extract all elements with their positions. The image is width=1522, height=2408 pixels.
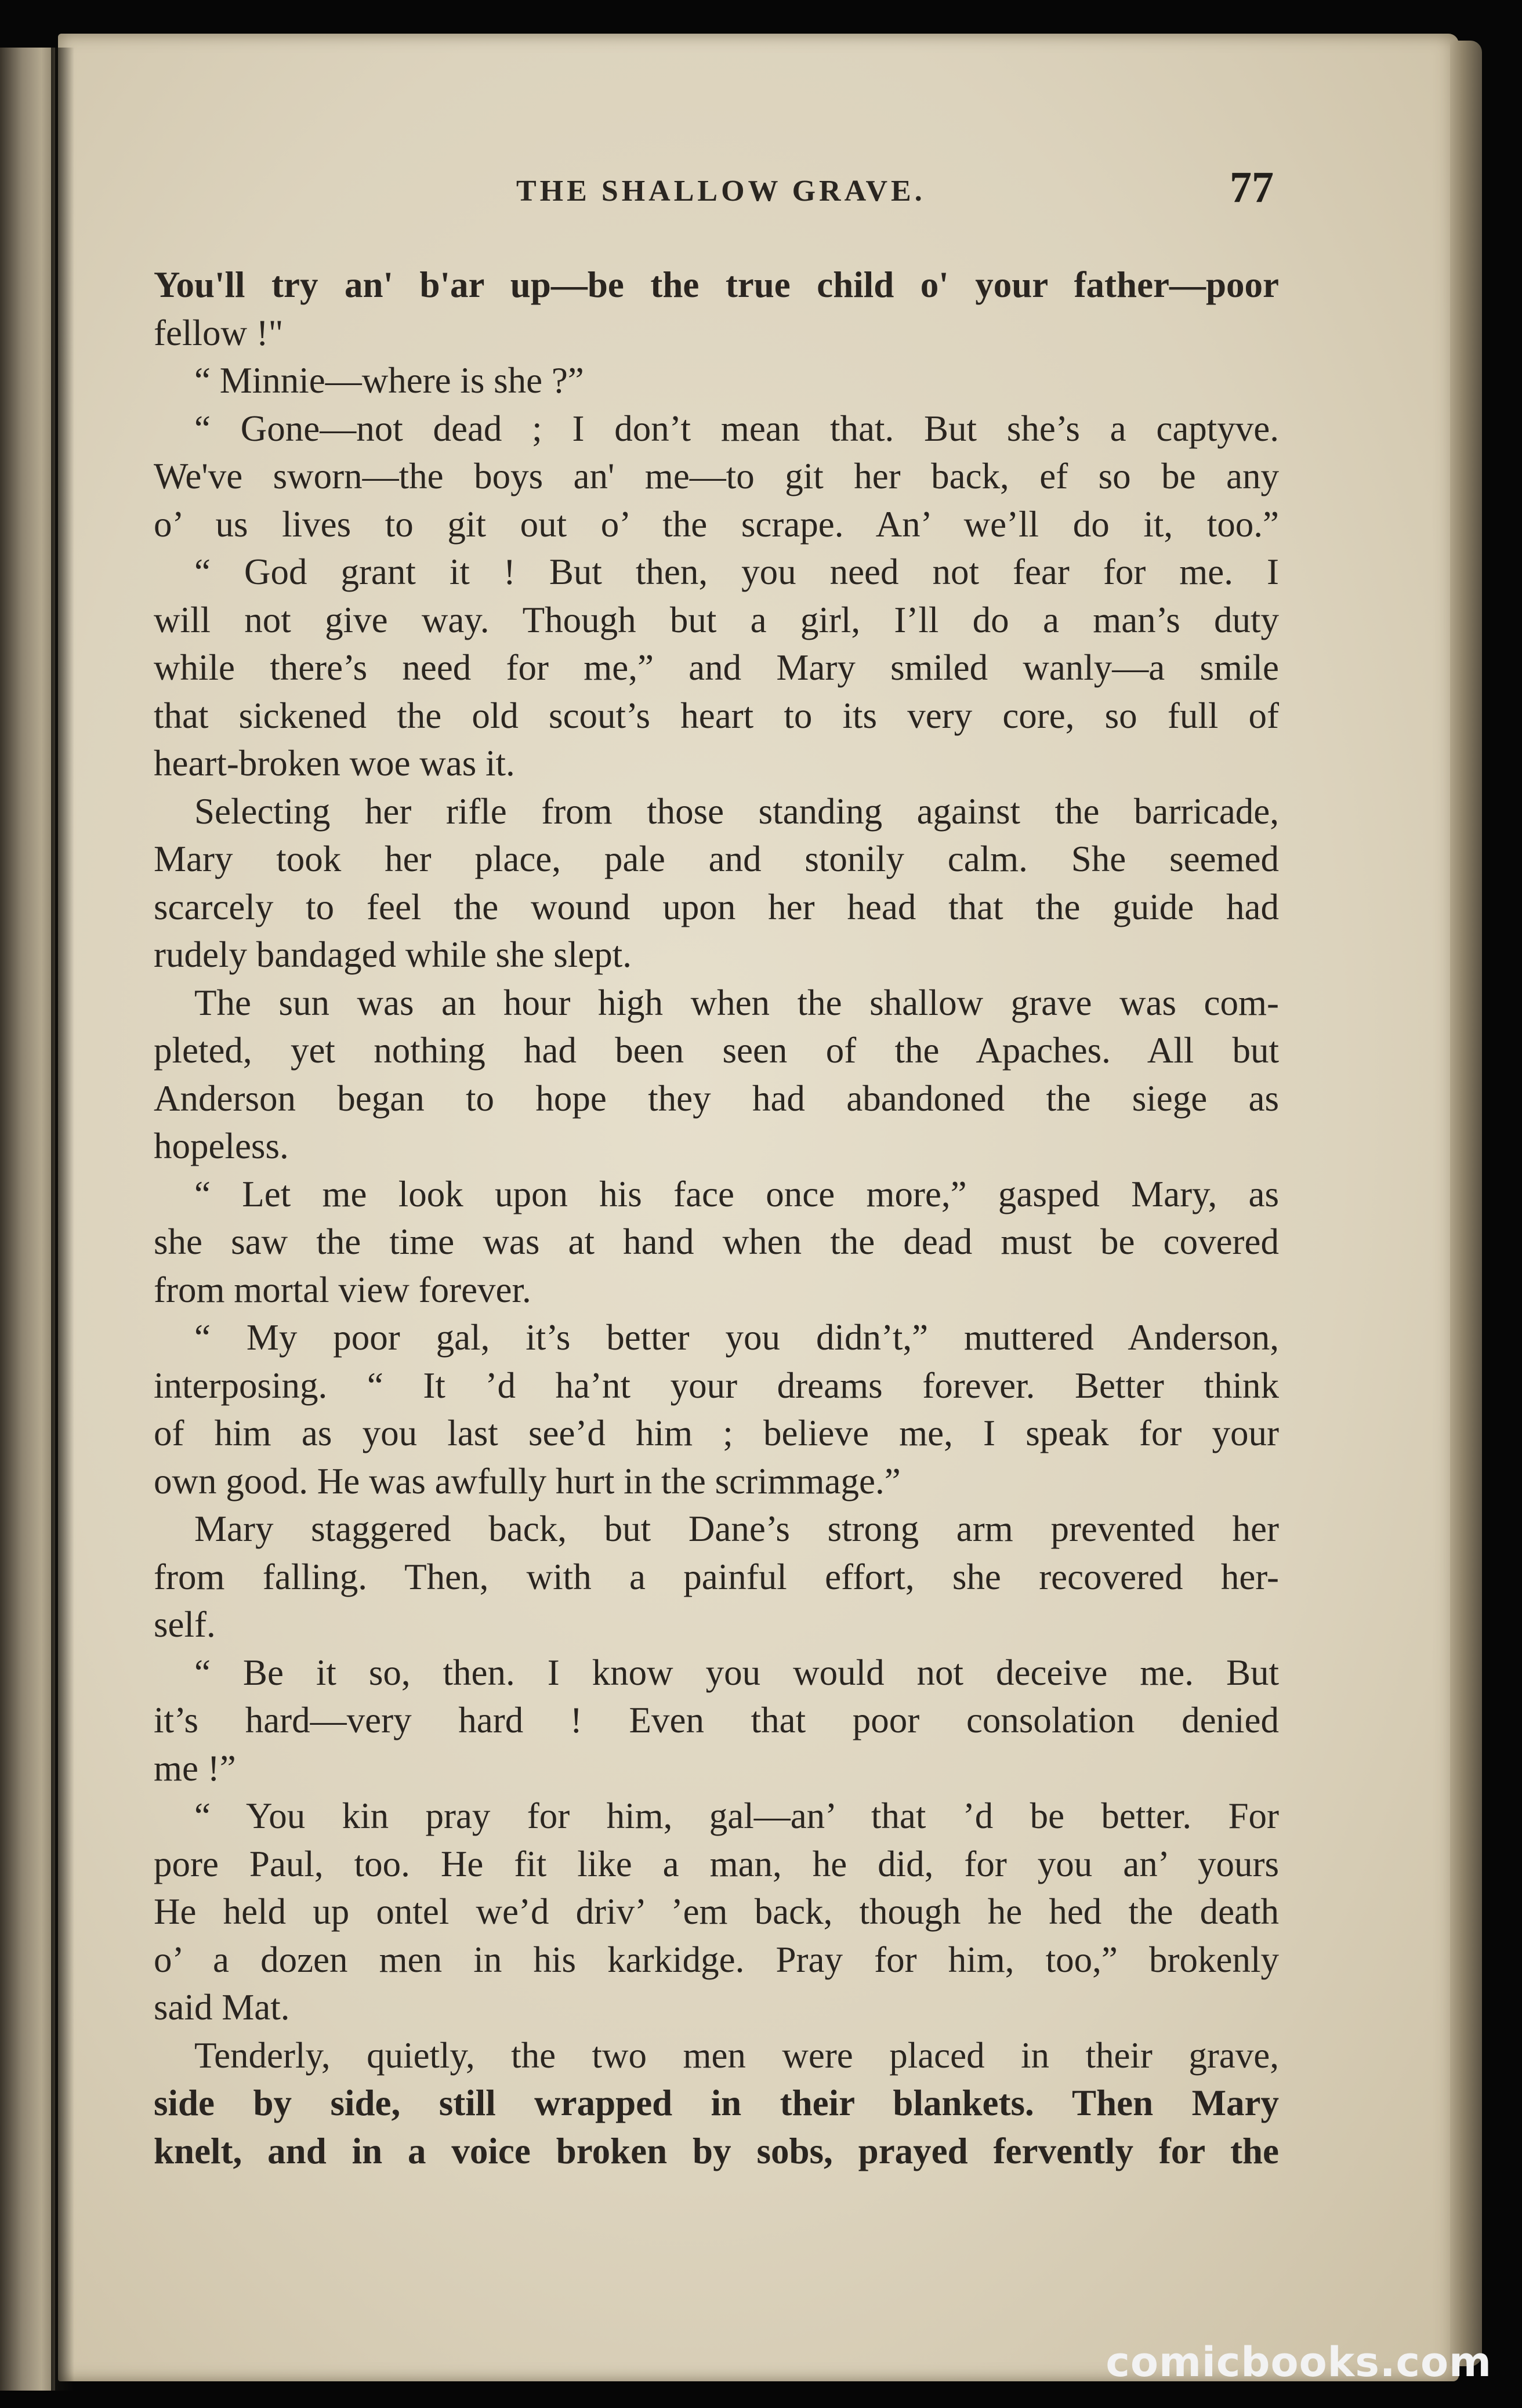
watermark: comicbooks.com [1106,2338,1492,2386]
text-line: We've sworn—the boys an' me—to git her back, ef so be any [154,456,1279,496]
text-line: pore Paul, too. He fit like a man, he did, for you an’ yours [154,1843,1279,1884]
text-line: fellow !" [154,312,284,353]
text-line: “ Let me look upon his face once more,” gasped Mary, as [194,1173,1279,1214]
text-line: own good. He was awfully hurt in the scrimmage.” [154,1460,901,1502]
text-line: of him as you last see’d him ; believe me, I speak for your [154,1413,1279,1453]
text-line: it’s hard—very hard ! Even that poor consolation denied [154,1700,1279,1740]
text-line: said Mat. [154,1987,290,2028]
text-line: will not give way. Though but a girl, I’ll do a man’s duty [154,599,1279,640]
text-line: rudely bandaged while she slept. [154,934,632,975]
page-block-edge [1450,41,1482,2366]
text-line: she saw the time was at hand when the dead must be covered [154,1221,1279,1262]
text-line: heart-broken woe was it. [154,743,515,784]
text-line: interposing. “ It ’d ha’nt your dreams forever. Better think [154,1365,1279,1406]
text-line: while there’s need for me,” and Mary smiled wanly—a smile [154,647,1279,688]
text-line: You'll try an' b'ar up—be the true child o' your father—poor [154,264,1279,305]
text-line: from falling. Then, with a painful effort, she recovered her- [154,1556,1279,1597]
text-line: o’ a dozen men in his karkidge. Pray for him, too,” brokenly [154,1939,1279,1980]
text-line: “ Minnie—where is she ?” [194,360,584,401]
text-line: “ Gone—not dead ; I don’t mean that. But she’s a captyve. [194,408,1279,449]
text-line: Anderson began to hope they had abandoned the siege as [154,1078,1279,1119]
running-head: THE SHALLOW GRAVE. [516,175,926,208]
text-line: o’ us lives to git out o’ the scrape. An’ we’ll do it, too.” [154,503,1279,545]
text-line: “ God grant it ! But then, you need not fear for me. I [194,552,1279,592]
text-line: The sun was an hour high when the shallow grave was com- [194,982,1279,1023]
text-line: that sickened the old scout’s heart to its very core, so full of [154,695,1279,736]
text-line: self. [154,1604,216,1645]
text-line: He held up ontel we’d driv’ ’em back, though he hed the death [154,1891,1279,1932]
body-text [154,261,1279,2175]
text-line: hopeless. [154,1126,289,1166]
text-line: me !” [154,1747,236,1789]
text-line: Mary took her place, pale and stonily calm. She seemed [154,839,1279,879]
text-line: pleted, yet nothing had been seen of the Apaches. All but [154,1030,1279,1071]
left-page-edge [0,48,55,2391]
text-line: from mortal view forever. [154,1269,531,1310]
text-line: Selecting her rifle from those standing against the barricade, [194,790,1279,832]
spine-shadow [51,48,74,2391]
page-number: 77 [1230,163,1274,212]
text-line: Tenderly, quietly, the two men were placed in their grave, [194,2035,1279,2076]
text-line: Mary staggered back, but Dane’s strong arm prevented her [194,1508,1279,1549]
text-line: side by side, still wrapped in their blankets. Then Mary [154,2083,1279,2123]
text-line: “ You kin pray for him, gal—an’ that ’d be better. For [194,1796,1279,1836]
text-line: “ Be it so, then. I know you would not deceive me. But [194,1652,1279,1693]
text-line: “ My poor gal, it’s better you didn’t,” muttered Anderson, [194,1317,1279,1358]
text-line: knelt, and in a voice broken by sobs, prayed fervently for the [154,2130,1279,2171]
text-line: scarcely to feel the wound upon her head that the guide had [154,886,1279,927]
